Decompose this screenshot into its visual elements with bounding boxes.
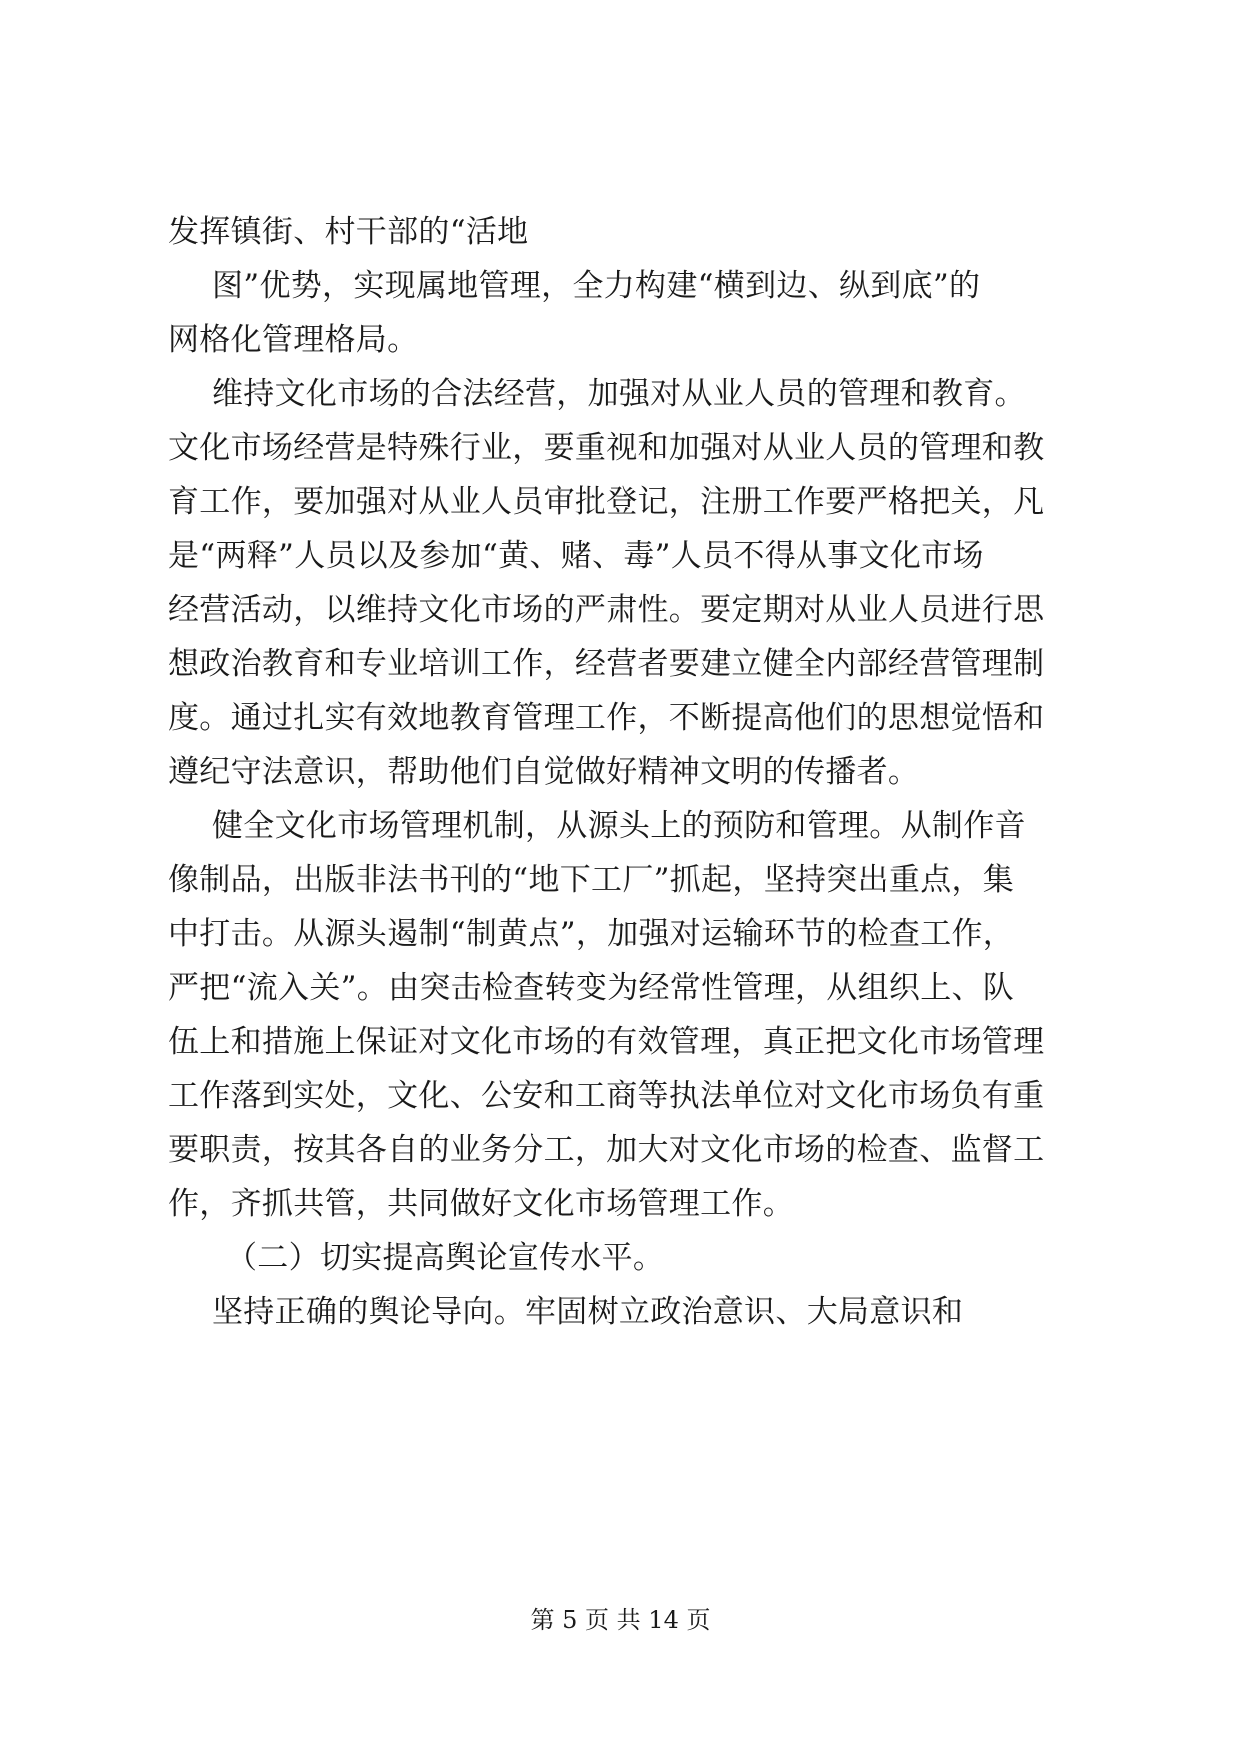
text-line: 文化市场经营是特殊行业，要重视和加强对从业人员的管理和教 (168, 430, 1045, 466)
text-line: 健全文化市场管理机制，从源头上的预防和管理。从制作音 (212, 808, 1026, 844)
text-line: 度。通过扎实有效地教育管理工作，不断提高他们的思想觉悟和 (168, 700, 1045, 736)
text-line: 发挥镇街、村干部的“活地 (168, 214, 529, 250)
text-line: 育工作，要加强对从业人员审批登记，注册工作要严格把关，凡 (168, 484, 1045, 520)
text-line: 经营活动，以维持文化市场的严肃性。要定期对从业人员进行思 (168, 592, 1045, 628)
page-footer: 第 5 页 共 14 页 (530, 1606, 711, 1634)
text-line: 想政治教育和专业培训工作，经营者要建立健全内部经营管理制 (168, 646, 1045, 682)
text-line: 作，齐抓共管，共同做好文化市场管理工作。 (168, 1186, 794, 1222)
text-line: 坚持正确的舆论导向。牢固树立政治意识、大局意识和 (212, 1294, 964, 1330)
text-line: 要职责，按其各自的业务分工，加大对文化市场的检查、监督工 (168, 1132, 1045, 1168)
section-heading: （二）切实提高舆论宣传水平。 (226, 1240, 665, 1276)
text-line: 维持文化市场的合法经营，加强对从业人员的管理和教育。 (212, 376, 1026, 412)
text-line: 伍上和措施上保证对文化市场的有效管理，真正把文化市场管理 (168, 1024, 1045, 1060)
text-line: 遵纪守法意识，帮助他们自觉做好精神文明的传播者。 (168, 754, 920, 790)
text-line: 像制品，出版非法书刊的“地下工厂”抓起，坚持突出重点，集 (168, 862, 1015, 898)
text-line: 中打击。从源头遏制“制黄点”，加强对运输环节的检查工作， (168, 916, 1015, 952)
text-line: 图”优势，实现属地管理，全力构建“横到边、纵到底”的 (212, 268, 981, 304)
text-line: 是“两释”人员以及参加“黄、赌、毒”人员不得从事文化市场 (168, 538, 984, 574)
text-line: 工作落到实处，文化、公安和工商等执法单位对文化市场负有重 (168, 1078, 1045, 1114)
text-line: 网格化管理格局。 (168, 322, 419, 358)
text-line: 严把“流入关”。由突击检查转变为经常性管理，从组织上、队 (168, 970, 1015, 1006)
